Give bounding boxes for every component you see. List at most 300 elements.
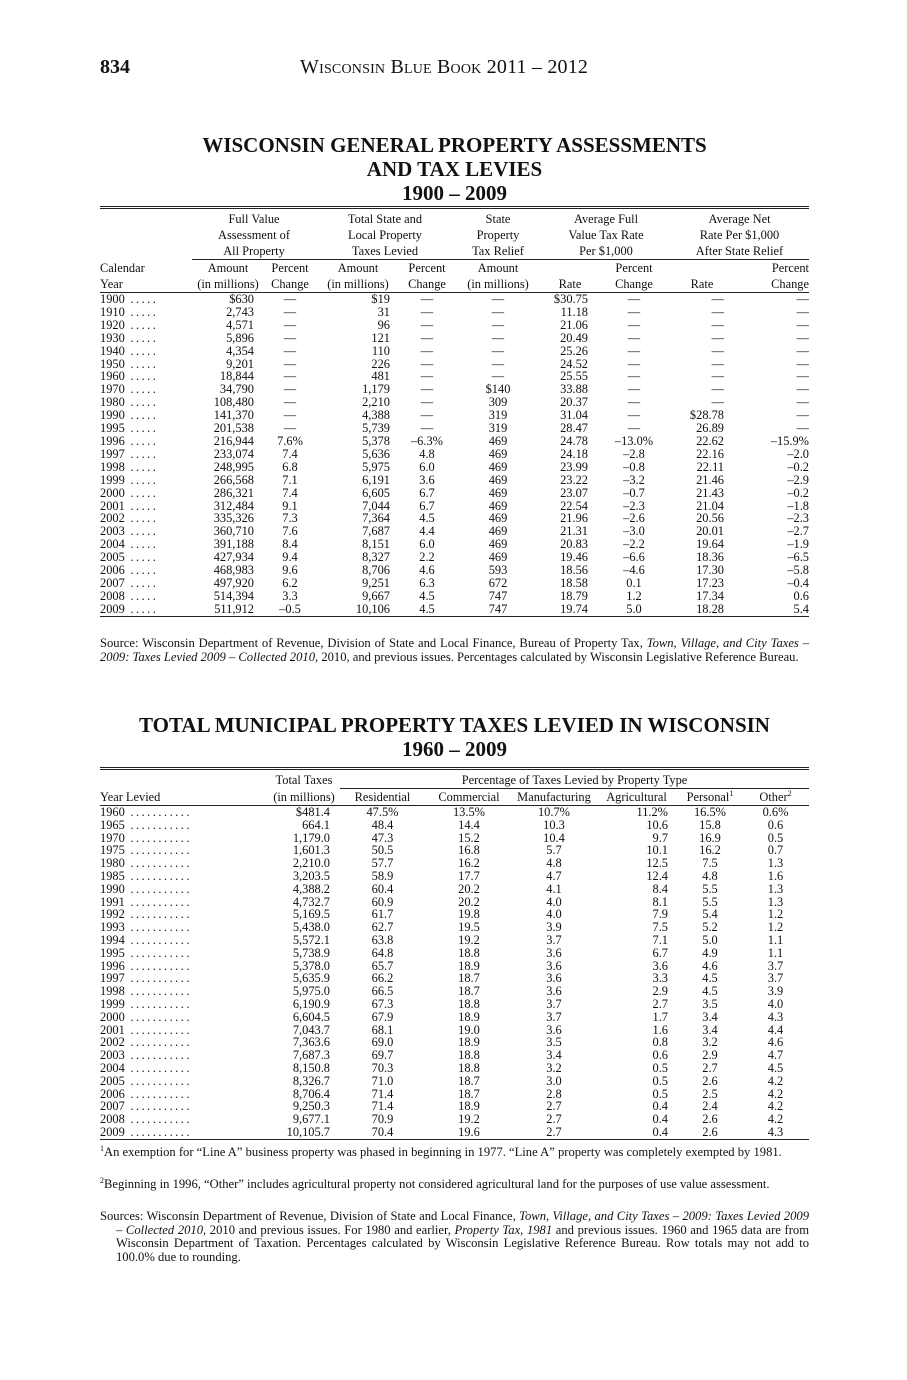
data-cell: 2.7 (513, 1126, 595, 1139)
year-value: 2009 (100, 602, 125, 616)
year-value: 1997 (100, 972, 125, 986)
data-cell: –6.6 (623, 551, 645, 565)
table-row (100, 934, 809, 947)
data-cell: — (796, 370, 809, 384)
data-cell: 233,074 (213, 447, 254, 461)
municipal-table (100, 767, 809, 1140)
year-cell (100, 564, 192, 577)
data-cell: 3.6 (546, 972, 562, 986)
leader-dots: ........... (124, 1100, 192, 1114)
data-cell: 3.0 (546, 1074, 562, 1088)
data-cell: 1.3 (767, 857, 784, 870)
header-in-millions: (in millions) (316, 276, 400, 293)
data-cell: — (491, 344, 505, 358)
data-cell: 1,601.3 (292, 844, 330, 858)
table-row (100, 819, 809, 832)
year-value: 1992 (100, 908, 125, 922)
data-cell: 0.6% (762, 805, 789, 819)
data-cell: 0.5 (652, 1087, 668, 1101)
table-row (100, 832, 809, 845)
data-cell: 16.2 (699, 844, 721, 858)
header-change: Change (264, 276, 316, 293)
table-row (100, 512, 809, 525)
data-cell: 3.2 (546, 1061, 562, 1075)
year-value: 2000 (100, 1010, 125, 1024)
table-row (100, 844, 809, 857)
data-cell: 70.4 (340, 1126, 425, 1139)
data-cell: 469 (488, 447, 508, 461)
data-cell: 22.16 (696, 447, 724, 461)
header-agricultural: Agricultural (595, 789, 678, 806)
data-cell: 335,326 (213, 512, 254, 526)
data-cell: — (627, 331, 641, 345)
data-cell: –6.5 (787, 551, 809, 565)
data-cell: 48.4 (371, 818, 394, 832)
source-italic: Town, Village, and City Taxes – 2009: Taxes Levied 2009 – Collected 2010, (100, 636, 809, 664)
table-row (100, 487, 809, 500)
header-percent: Percent (408, 261, 446, 275)
data-cell: 3.7 (546, 997, 562, 1011)
data-cell: — (627, 409, 641, 423)
data-cell: 7.3 (282, 512, 298, 526)
data-cell: 3.5 (702, 997, 718, 1011)
year-cell (100, 461, 192, 474)
data-cell: 7.9 (652, 908, 668, 922)
page-number: 834 (100, 56, 130, 78)
data-cell: 1,179.0 (292, 831, 330, 845)
data-cell: 23.22 (560, 473, 588, 487)
leader-dots: ..... (124, 292, 159, 306)
year-cell (100, 1100, 268, 1113)
data-cell: 5,738.9 (292, 946, 330, 960)
data-cell: –2.2 (623, 538, 645, 552)
data-cell: — (711, 383, 724, 397)
data-cell: 67.3 (371, 997, 394, 1011)
data-cell: — (420, 318, 434, 332)
year-cell (100, 1024, 268, 1037)
year-value: 1995 (100, 946, 125, 960)
data-cell: 18.8 (458, 997, 480, 1011)
data-cell: 6,190.9 (292, 997, 330, 1011)
year-value: 1940 (100, 344, 125, 358)
data-cell: 25.55 (560, 370, 588, 384)
data-cell: –2.0 (787, 447, 809, 461)
data-cell: 0.4 (652, 1113, 668, 1126)
data-cell: 4.5 (400, 603, 454, 616)
data-cell: 8.4 (652, 882, 668, 896)
leader-dots: ........... (124, 1061, 192, 1075)
data-cell: 33.88 (560, 383, 588, 397)
table-row (100, 870, 809, 883)
data-cell: 9.6 (282, 564, 298, 577)
leader-dots: ........... (124, 818, 192, 832)
year-value: 2000 (100, 486, 125, 500)
data-cell: 4,388.2 (292, 882, 330, 896)
data-cell: 11.2% (636, 805, 668, 819)
year-value: 2007 (100, 576, 125, 590)
leader-dots: ..... (124, 564, 159, 577)
data-cell: 2.7 (702, 1061, 718, 1075)
table-row (100, 1075, 809, 1088)
year-cell (100, 934, 268, 947)
header-avg-full: Average Full (573, 212, 639, 226)
year-cell (100, 358, 192, 371)
year-value: 2004 (100, 1061, 125, 1075)
data-cell: 24.18 (560, 447, 588, 461)
data-cell: 3.9 (767, 985, 784, 998)
leader-dots: ........... (124, 997, 192, 1011)
data-cell: 0.5 (652, 1074, 668, 1088)
table-row (100, 1062, 809, 1075)
header-residential: Residential (340, 789, 425, 806)
year-value: 1970 (100, 383, 125, 397)
leader-dots: ........... (124, 959, 192, 973)
data-cell: –2.7 (787, 525, 809, 539)
data-cell: 3.6 (546, 946, 562, 960)
sources-italic: Property Tax, 1981 (454, 1222, 553, 1237)
data-cell: 312,484 (213, 499, 254, 513)
data-cell: — (420, 396, 434, 410)
data-cell: 12.5 (646, 857, 668, 870)
table-row (100, 319, 809, 332)
table-row (100, 422, 809, 435)
data-cell: 4.2 (767, 1113, 784, 1126)
data-cell: 18.7 (458, 985, 480, 998)
data-cell: 468,983 (213, 564, 254, 577)
year-cell (100, 870, 268, 883)
data-cell: 497,920 (213, 576, 254, 590)
data-cell: 3.6 (546, 985, 562, 998)
data-cell: — (711, 370, 724, 384)
data-cell: 15.2 (458, 831, 480, 845)
data-cell: 9,250.3 (292, 1100, 330, 1114)
data-cell: 57.7 (371, 857, 394, 870)
data-cell: 6.7 (652, 946, 668, 960)
header-in-millions: (in millions) (454, 276, 542, 293)
data-cell: 469 (488, 512, 508, 526)
year-cell (100, 1126, 268, 1139)
data-cell: 60.4 (371, 882, 394, 896)
data-cell: 3.3 (652, 972, 668, 986)
year-value: 1990 (100, 409, 125, 423)
year-value: 1994 (100, 933, 125, 947)
table-row (100, 409, 809, 422)
header-change: Change (598, 276, 670, 293)
leader-dots: ..... (124, 538, 159, 552)
year-cell (100, 947, 268, 960)
table-row (100, 921, 809, 934)
data-cell: — (491, 292, 505, 306)
municipal-title-line: TOTAL MUNICIPAL PROPERTY TAXES LEVIED IN WISCONSIN (139, 713, 770, 737)
data-cell: 19.5 (458, 921, 480, 934)
data-cell: 286,321 (213, 486, 254, 500)
year-cell (100, 306, 192, 319)
leader-dots: ..... (124, 473, 159, 487)
data-cell: — (796, 331, 809, 345)
data-cell: 309 (488, 396, 508, 410)
table-row (100, 1049, 809, 1062)
data-cell: 10.6 (646, 818, 668, 832)
year-cell (100, 819, 268, 832)
data-cell: 141,370 (213, 409, 254, 423)
leader-dots: ..... (124, 422, 159, 435)
footnote-marker: 1 (729, 788, 734, 798)
year-value: 1997 (100, 447, 125, 461)
data-cell: — (627, 396, 641, 410)
data-cell: 1.1 (767, 946, 784, 960)
table-row (100, 370, 809, 383)
header-avg-full: Per $1,000 (542, 243, 670, 260)
data-cell: — (796, 422, 809, 435)
data-cell: 5,636 (362, 447, 390, 461)
leader-dots: ........... (124, 844, 192, 858)
data-cell: 8,151 (362, 538, 390, 552)
header-manufacturing: Manufacturing (513, 789, 595, 806)
data-cell: 6,604.5 (292, 1010, 330, 1024)
data-cell: 62.7 (371, 921, 394, 934)
data-cell: 469 (488, 434, 508, 448)
leader-dots: ..... (124, 589, 159, 603)
data-cell: 7.5 (702, 857, 718, 870)
leader-dots: ........... (124, 882, 192, 896)
header-amount: Amount (337, 261, 379, 275)
header-in-millions: (in millions) (268, 789, 340, 806)
data-cell: 4.5 (419, 589, 435, 603)
data-cell: — (283, 357, 297, 371)
data-cell: 24.52 (560, 357, 588, 371)
data-cell: 2.7 (652, 997, 668, 1011)
data-cell: 18.28 (670, 603, 734, 616)
year-cell (100, 1036, 268, 1049)
data-cell: 18.9 (458, 1036, 480, 1050)
municipal-sources-note (100, 1210, 809, 1264)
leader-dots: ..... (124, 344, 159, 358)
data-cell: 5.4 (734, 603, 809, 616)
leader-dots: ..... (124, 486, 159, 500)
data-cell: –6.3% (410, 434, 443, 448)
data-cell: –13.0% (614, 434, 654, 448)
data-cell: 6.8 (282, 460, 298, 474)
year-value: 2002 (100, 1036, 125, 1050)
data-cell: 3,203.5 (292, 869, 330, 883)
table-row (100, 857, 809, 870)
data-cell: 63.8 (371, 933, 394, 947)
year-cell (100, 896, 268, 909)
data-cell: 18.79 (560, 589, 588, 603)
header-percent: Percent (771, 261, 809, 275)
data-cell: 6.2 (282, 576, 298, 590)
table-row (100, 1011, 809, 1024)
footnote-marker: 2 (787, 788, 792, 798)
assessments-source-note (100, 637, 809, 664)
data-cell: 8,150.8 (292, 1061, 330, 1075)
data-cell: 7.6% (277, 434, 303, 448)
data-cell: 96 (377, 318, 390, 332)
data-cell: 0.7 (767, 844, 784, 858)
leader-dots: ........... (124, 831, 192, 845)
data-cell: 19.46 (560, 551, 588, 565)
data-cell: 10,105.7 (268, 1126, 340, 1139)
data-cell: –3.2 (623, 473, 645, 487)
data-cell: 19.64 (696, 538, 724, 552)
data-cell: 4.2 (767, 1100, 784, 1114)
data-cell: 319 (488, 422, 508, 435)
data-cell: 6.0 (419, 538, 435, 552)
data-cell: — (627, 422, 641, 435)
year-value: 1999 (100, 997, 125, 1011)
data-cell: — (420, 344, 434, 358)
data-cell: 26.89 (696, 422, 724, 435)
data-cell: 17.23 (696, 576, 724, 590)
year-value: 1991 (100, 895, 125, 909)
data-cell: 481 (371, 370, 390, 384)
data-cell: — (796, 292, 809, 306)
data-cell: 16.9 (699, 831, 721, 845)
data-cell: 18.7 (458, 972, 480, 986)
table-row (100, 1088, 809, 1101)
data-cell: 469 (488, 473, 508, 487)
data-cell: 4.6 (702, 959, 718, 973)
leader-dots: ..... (124, 434, 159, 448)
header-full-value: Assessment of (218, 228, 290, 242)
data-cell: 3.6 (546, 1023, 562, 1037)
data-cell: — (420, 357, 434, 371)
year-value: 1999 (100, 473, 125, 487)
table-row (100, 972, 809, 985)
data-cell: 3.4 (546, 1049, 562, 1062)
table-row (100, 538, 809, 551)
data-cell: 469 (488, 538, 508, 552)
year-cell (100, 806, 268, 819)
data-cell: 21.43 (696, 486, 724, 500)
year-value: 2006 (100, 564, 125, 577)
data-cell: 3.6 (652, 959, 668, 973)
data-cell: 664.1 (302, 818, 330, 832)
data-cell: — (711, 344, 724, 358)
data-cell: 7.6 (282, 525, 298, 539)
data-cell: 360,710 (213, 525, 254, 539)
data-cell: 22.62 (696, 434, 724, 448)
source-lead: Source: Wisconsin Department of Revenue, Division of State and Local Finance, Bureau of Property Tax, (100, 636, 643, 650)
header-total-levied: Total State and (347, 212, 423, 226)
header-amount: Amount (207, 261, 249, 275)
year-value: 2009 (100, 1125, 125, 1139)
data-cell: 593 (488, 564, 508, 577)
data-cell: 20.2 (458, 882, 480, 896)
data-cell: — (796, 357, 809, 371)
data-cell: 19.74 (542, 603, 598, 616)
leader-dots: ........... (124, 1010, 192, 1024)
year-cell (100, 422, 192, 435)
data-cell: 10.7% (537, 805, 570, 819)
data-cell: 0.4 (595, 1126, 678, 1139)
data-cell: 216,944 (213, 434, 254, 448)
year-cell (100, 551, 192, 564)
data-cell: 4.0 (767, 997, 784, 1011)
table-row (100, 985, 809, 998)
leader-dots: ..... (124, 318, 159, 332)
data-cell: 9.1 (282, 499, 298, 513)
data-cell: 28.47 (560, 422, 588, 435)
year-cell (100, 512, 192, 525)
data-cell: –0.7 (623, 486, 645, 500)
data-cell: 4.1 (546, 882, 562, 896)
data-cell: 4.5 (419, 512, 435, 526)
data-cell: 2.6 (702, 1113, 718, 1126)
data-cell: 319 (488, 409, 508, 423)
header-avg-net: Rate Per $1,000 (699, 228, 780, 242)
year-cell (100, 1088, 268, 1101)
year-value: 2003 (100, 525, 125, 539)
year-cell (100, 370, 192, 383)
year-value: 2003 (100, 1049, 125, 1062)
data-cell: 469 (488, 460, 508, 474)
data-cell: 25.26 (560, 344, 588, 358)
header-commercial: Commercial (425, 789, 513, 806)
year-value: 1930 (100, 331, 125, 345)
year-cell (100, 985, 268, 998)
header-change: Change (400, 276, 454, 293)
data-cell: 20.2 (458, 895, 480, 909)
data-cell: 0.6 (767, 818, 784, 832)
data-cell: 23.99 (560, 460, 588, 474)
header-rate: Rate (670, 276, 734, 293)
data-cell: 6,191 (362, 473, 390, 487)
data-cell: — (796, 396, 809, 410)
year-value: 1970 (100, 831, 125, 845)
data-cell: 21.04 (696, 499, 724, 513)
data-cell: 10.1 (646, 844, 668, 858)
year-value: 1920 (100, 318, 125, 332)
header-avg-full: Value Tax Rate (568, 228, 644, 242)
data-cell: 4.6 (419, 564, 435, 577)
data-cell: 7,687 (362, 525, 390, 539)
data-cell: 2.6 (678, 1126, 742, 1139)
data-cell: 110 (371, 344, 390, 358)
data-cell: 1.6 (767, 869, 784, 883)
year-cell (100, 474, 192, 487)
year-cell (100, 525, 192, 538)
data-cell: –0.5 (264, 603, 316, 616)
table-row (100, 345, 809, 358)
data-cell: –2.6 (623, 512, 645, 526)
data-cell: 4.3 (742, 1126, 809, 1139)
data-cell: 21.31 (560, 525, 588, 539)
data-cell: 3.4 (702, 1023, 718, 1037)
data-cell: 18.7 (458, 1087, 480, 1101)
year-cell (100, 844, 268, 857)
data-cell: 5.0 (598, 603, 670, 616)
year-cell (100, 577, 192, 590)
data-cell: 3.7 (767, 972, 784, 986)
data-cell: 65.7 (371, 959, 394, 973)
footnote-1-text: An exemption for “Line A” business property was phased in beginning in 1977. “Line A” property was completely exempted by 1981. (104, 1145, 782, 1159)
leader-dots: ..... (124, 512, 159, 526)
data-cell: 58.9 (371, 869, 394, 883)
data-cell: 3.7 (767, 959, 784, 973)
data-cell: 10,106 (316, 603, 400, 616)
year-cell (100, 960, 268, 973)
header-other-label: Other (759, 790, 788, 804)
data-cell: 5.5 (702, 882, 718, 896)
table-row (100, 306, 809, 319)
year-value: 2005 (100, 551, 125, 565)
data-cell: 4.9 (702, 946, 718, 960)
header-in-millions: (in millions) (192, 276, 264, 293)
header-percent: Percent (271, 261, 309, 275)
data-cell: 747 (454, 603, 542, 616)
data-cell: 4,354 (226, 344, 254, 358)
